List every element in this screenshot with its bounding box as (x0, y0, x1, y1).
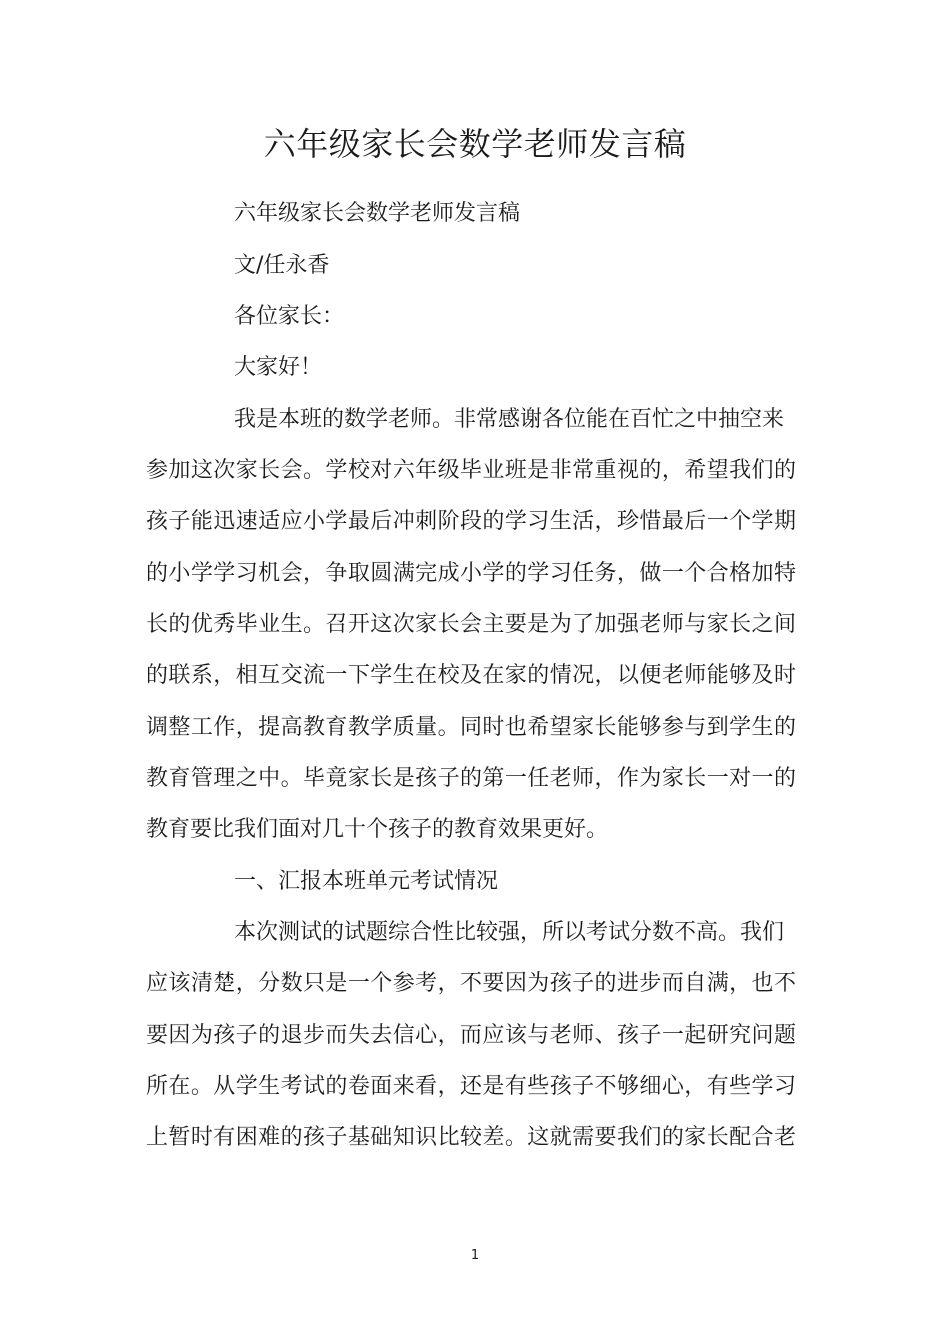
document-title: 六年级家长会数学老师发言稿 (263, 125, 687, 163)
salutation: 各位家长： (234, 304, 345, 329)
document-subtitle: 六年级家长会数学老师发言稿 (234, 201, 521, 226)
page-number: 1 (470, 1248, 480, 1263)
paragraph-2-line: 本次测试的试题综合性比较强，所以考试分数不高。我们 (234, 920, 785, 945)
paragraph-1-line: 的联系，相互交流一下学生在校及在家的情况，以便老师能够及时 (146, 663, 796, 688)
author-line: 文/任永香 (234, 253, 330, 278)
section-heading: 一、汇报本班单元考试情况 (234, 869, 499, 894)
paragraph-2-line: 上暂时有困难的孩子基础知识比较差。这就需要我们的家长配合老 (146, 1125, 796, 1150)
paragraph-1-line: 调整工作，提高教育教学质量。同时也希望家长能够参与到学生的 (146, 715, 796, 740)
paragraph-2-line: 所在。从学生考试的卷面来看，还是有些孩子不够细心，有些学习 (146, 1074, 796, 1099)
paragraph-1-line: 我是本班的数学老师。非常感谢各位能在百忙之中抽空来 (234, 407, 785, 432)
greeting: 大家好！ (234, 355, 323, 380)
paragraph-1-line: 长的优秀毕业生。召开这次家长会主要是为了加强老师与家长之间 (146, 612, 796, 637)
paragraph-1-line: 孩子能迅速适应小学最后冲刺阶段的学习生活，珍惜最后一个学期 (146, 509, 796, 534)
paragraph-1-line: 教育要比我们面对几十个孩子的教育效果更好。 (146, 817, 609, 842)
paragraph-2-line: 要因为孩子的退步而失去信心，而应该与老师、孩子一起研究问题 (146, 1023, 796, 1048)
paragraph-1-line: 教育管理之中。毕竟家长是孩子的第一任老师，作为家长一对一的 (146, 766, 796, 791)
paragraph-2-line: 应该清楚，分数只是一个参考，不要因为孩子的进步而自满，也不 (146, 971, 796, 996)
paragraph-1-line: 参加这次家长会。学校对六年级毕业班是非常重视的，希望我们的 (146, 458, 796, 483)
paragraph-1-line: 的小学学习机会，争取圆满完成小学的学习任务，做一个合格加特 (146, 561, 796, 586)
